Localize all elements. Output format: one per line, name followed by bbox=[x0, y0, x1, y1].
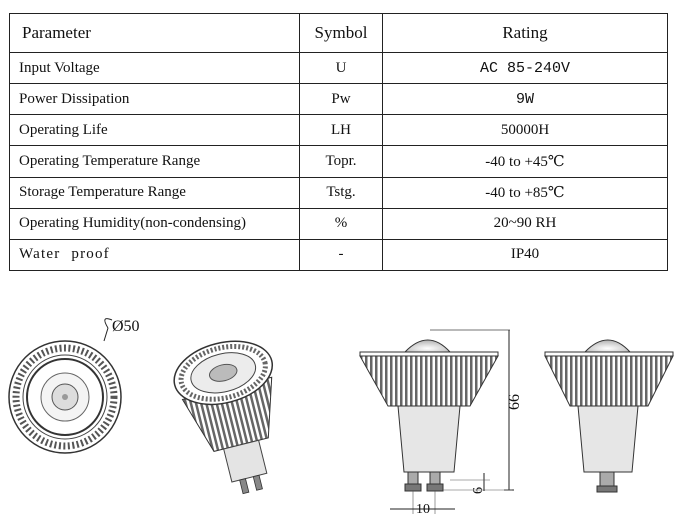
pin-height-label: 6 bbox=[471, 487, 486, 494]
table-row bbox=[10, 239, 668, 270]
cell-parameter: Power Dissipation bbox=[10, 84, 300, 115]
header-parameter: Parameter bbox=[10, 14, 300, 53]
spec-table bbox=[9, 13, 668, 271]
cell-symbol: Tstg. bbox=[300, 177, 383, 208]
cell-rating: 50000H bbox=[383, 115, 668, 146]
table-row bbox=[10, 115, 668, 146]
perspective-view-drawing bbox=[167, 332, 301, 504]
pin-spacing-label: 10 bbox=[416, 502, 430, 517]
cell-rating: 20~90 RH bbox=[383, 208, 668, 239]
lamp-drawings bbox=[0, 290, 685, 522]
cell-symbol: % bbox=[300, 208, 383, 239]
cell-parameter: Storage Temperature Range bbox=[10, 177, 300, 208]
cell-symbol: U bbox=[300, 53, 383, 84]
table-row bbox=[10, 208, 668, 239]
diameter-label: Ø50 bbox=[112, 318, 140, 335]
lamp-drawings-svg bbox=[0, 290, 685, 522]
table-row bbox=[10, 177, 668, 208]
table-row bbox=[10, 146, 668, 177]
front-view-drawing bbox=[545, 340, 673, 492]
cell-symbol: Topr. bbox=[300, 146, 383, 177]
side-view-drawing bbox=[360, 330, 514, 514]
cell-symbol: - bbox=[300, 239, 383, 270]
cell-rating: IP40 bbox=[383, 239, 668, 270]
cell-parameter: Input Voltage bbox=[10, 53, 300, 84]
cell-rating: -40 to +45℃ bbox=[383, 146, 668, 177]
table-row bbox=[10, 84, 668, 115]
cell-parameter: Operating Life bbox=[10, 115, 300, 146]
cell-rating: AC 85-240V bbox=[383, 53, 668, 84]
header-symbol: Symbol bbox=[300, 14, 383, 53]
table-row bbox=[10, 53, 668, 84]
cell-symbol: Pw bbox=[300, 84, 383, 115]
cell-rating: -40 to +85℃ bbox=[383, 177, 668, 208]
cell-rating: 9W bbox=[383, 84, 668, 115]
height-label: 66 bbox=[506, 394, 523, 410]
top-view-drawing bbox=[9, 319, 121, 453]
cell-parameter: Water proof bbox=[10, 239, 300, 270]
table-header-row bbox=[10, 14, 668, 53]
header-rating: Rating bbox=[383, 14, 668, 53]
cell-symbol: LH bbox=[300, 115, 383, 146]
cell-parameter: Operating Humidity(non-condensing) bbox=[10, 208, 300, 239]
cell-parameter: Operating Temperature Range bbox=[10, 146, 300, 177]
